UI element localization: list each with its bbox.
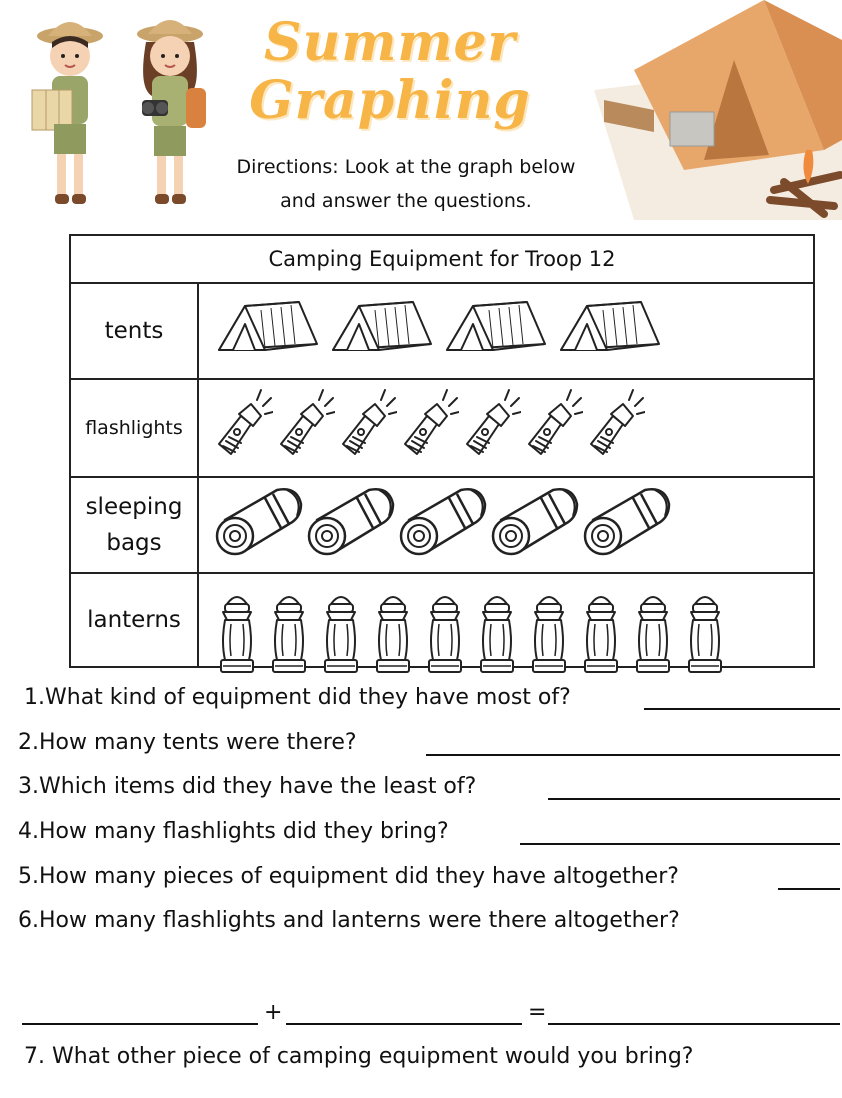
flashlight-icon [525,386,583,462]
question-text: How many flashlights and lanterns were there altogether? [39,908,680,933]
flashlight-icon [587,386,645,462]
tent-icon [557,298,663,358]
row-label-flashlights: flashlights [71,380,199,476]
row-label-sleeping-bags [71,478,199,572]
question-number: 5. [18,864,39,889]
flashlight-icon [463,386,521,462]
sleeping-bag-icon [583,484,673,562]
sleeping-bag-icon [491,484,581,562]
question-3 [18,772,476,802]
title-line-1: Summer [264,12,516,73]
flashlight-icon [215,386,273,462]
question-text: How many flashlights did they bring? [39,819,449,844]
sleeping-bag-icon [307,484,397,562]
plus-sign: + [264,1000,283,1025]
tent-icon [215,298,321,358]
lantern-icon [683,590,727,680]
directions-line-1: Directions: Look at the graph below [236,156,576,178]
addend-blank-1[interactable] [22,1023,258,1025]
question-number: 6. [18,908,39,933]
graph-row-sleeping-bags [71,478,813,574]
question-text: How many pieces of equipment did they have altogether? [39,864,679,889]
question-number: 2. [18,730,39,755]
question-1 [24,683,571,713]
sleeping-bag-icon [399,484,489,562]
lantern-icon [319,590,363,680]
answer-blank-1[interactable] [644,708,840,710]
graph-row-flashlights [71,380,813,478]
row-label-tents: tents [71,284,199,378]
answer-blank-5[interactable] [778,888,840,890]
tent-icon [443,298,549,358]
directions-line-2: and answer the questions. [280,190,532,212]
flashlight-icon [401,386,459,462]
row-label-sleeping-line-2: bags [106,530,162,556]
flashlight-icons [201,380,813,476]
lantern-icon [267,590,311,680]
graph-row-tents [71,284,813,380]
equals-sign: = [528,1000,547,1025]
question-7 [24,1042,693,1072]
sleeping-bag-icons [201,478,813,572]
flashlight-icon [339,386,397,462]
lantern-icon [215,590,259,680]
question-4 [18,817,449,847]
question-number: 4. [18,819,39,844]
graph-row-lanterns [71,574,813,666]
graph-title: Camping Equipment for Troop 12 [71,236,813,284]
tent-icons [201,284,813,378]
question-number: 1. [24,685,45,710]
row-label-lanterns: lanterns [71,574,199,666]
tent-icon [329,298,435,358]
sleeping-bag-icon [215,484,305,562]
question-text: Which items did they have the least of? [39,774,477,799]
pictograph [69,234,815,668]
question-text: What other piece of camping equipment would you bring? [52,1044,694,1069]
question-5 [18,862,679,892]
lantern-icon [631,590,675,680]
question-number: 7. [24,1044,45,1069]
campsite-illustration [594,0,842,220]
row-label-sleeping-line-1: sleeping [85,494,183,520]
title-line-2: Graphing [249,70,531,131]
question-number: 3. [18,774,39,799]
directions [196,150,616,218]
lantern-icon [475,590,519,680]
lantern-icon [371,590,415,680]
question-text: What kind of equipment did they have most of? [45,685,571,710]
question-2 [18,728,357,758]
question-text: How many tents were there? [39,730,357,755]
sum-blank[interactable] [548,1023,840,1025]
lantern-icon [423,590,467,680]
lantern-icon [527,590,571,680]
lantern-icon [579,590,623,680]
answer-blank-4[interactable] [520,843,840,845]
page-title [200,14,580,130]
lantern-icons [201,574,813,666]
flashlight-icon [277,386,335,462]
addend-blank-2[interactable] [286,1023,522,1025]
answer-blank-3[interactable] [548,798,840,800]
question-6 [18,906,680,936]
answer-blank-2[interactable] [426,754,840,756]
scout-kids-illustration [22,8,222,213]
